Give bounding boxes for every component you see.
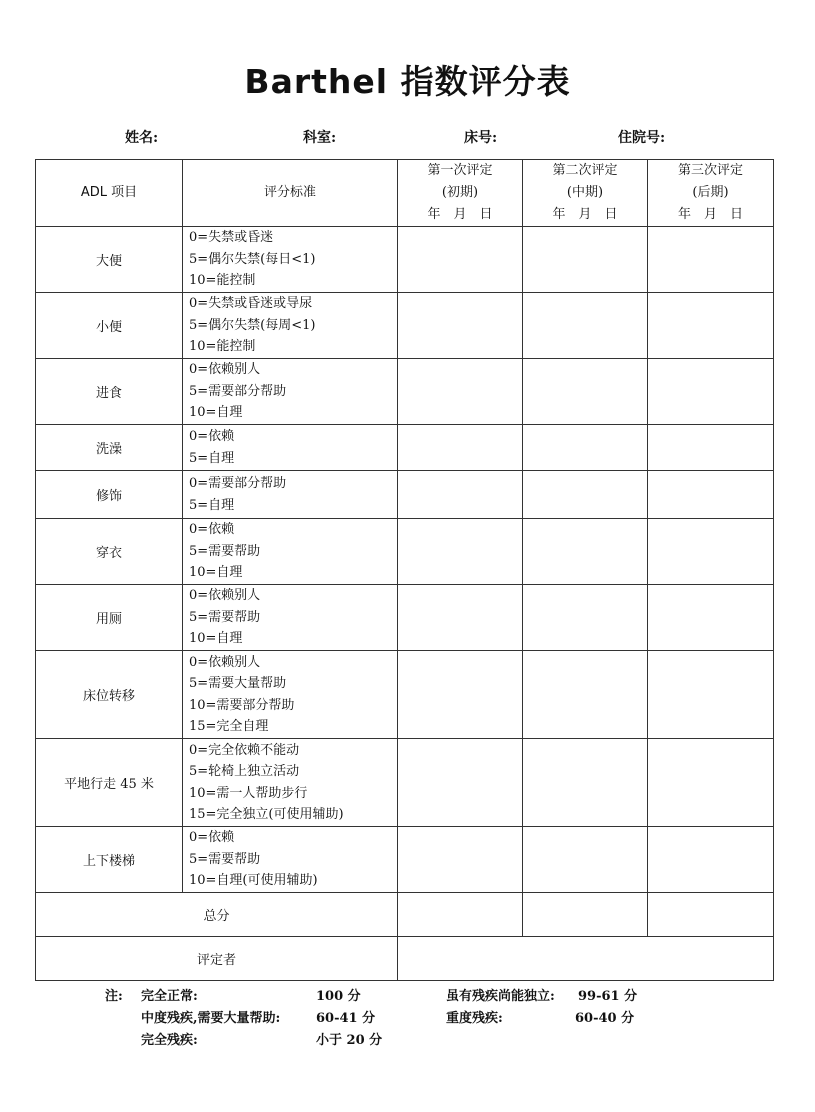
note-value: 60-41 分 [316,1011,376,1026]
score-cell-3[interactable] [648,519,774,585]
assessor-row [36,937,774,981]
table-row-bed-transfer [36,651,774,739]
adl-header: ADL 项目 [36,160,183,227]
criteria-line: 0=依赖 [189,522,235,538]
assessment-3-title: 第三次评定 [677,163,743,178]
criteria-line: 5=需要部分帮助 [189,383,287,399]
table-row-grooming [36,471,774,519]
criteria-header: 评分标准 [183,160,398,227]
criteria-line: 0=依赖别人 [189,654,261,670]
score-cell-3[interactable] [648,651,774,739]
criteria-line: 5=需要帮助 [189,543,261,559]
bed-number-label: 床号: [464,130,498,146]
score-cell-1[interactable] [398,471,523,519]
score-cell-2[interactable] [523,359,648,425]
assessment-1-date: 年 月 日 [427,207,493,222]
admission-number-label: 住院号: [618,130,666,146]
score-cell-1[interactable] [398,519,523,585]
score-cell-3[interactable] [648,471,774,519]
assessor-label: 评定者 [36,937,398,981]
score-cell-3[interactable] [648,739,774,827]
criteria-line: 15=完全自理 [189,719,269,734]
note-value: 99-61 分 [578,989,638,1004]
table-row-bathing [36,425,774,471]
score-cell-1[interactable] [398,359,523,425]
table-row-walking [36,739,774,827]
score-cell-3[interactable] [648,227,774,293]
criteria-cell [183,827,398,893]
item-label: 小便 [36,293,183,359]
score-cell-1[interactable] [398,293,523,359]
score-cell-3[interactable] [648,425,774,471]
criteria-line: 5=偶尔失禁(每周<1) [189,317,316,333]
assessment-2-title: 第二次评定 [552,163,618,178]
notes-prefix: 注: [105,989,123,1004]
criteria-line: 10=自理 [189,565,243,581]
criteria-cell [183,471,398,519]
criteria-line: 10=需一人帮助步行 [189,785,308,801]
score-cell-2[interactable] [523,827,648,893]
note-value: 100 分 [316,989,361,1004]
table-row-stairs [36,827,774,893]
item-label: 修饰 [36,471,183,519]
criteria-line: 10=自理(可使用辅助) [189,873,318,889]
score-cell-1[interactable] [398,739,523,827]
criteria-line: 0=需要部分帮助 [189,476,287,491]
table-row-defecation [36,227,774,293]
name-label: 姓名: [125,130,159,146]
total-row [36,893,774,937]
score-cell-2[interactable] [523,425,648,471]
page-title: Barthel 指数评分表 [244,62,571,101]
total-cell-3[interactable] [648,893,774,937]
assessment-1-phase: (初期) [441,185,479,200]
score-cell-2[interactable] [523,519,648,585]
assessment-2-phase: (中期) [566,185,604,200]
criteria-line: 0=依赖别人 [189,362,261,378]
assessment-2-date: 年 月 日 [552,207,618,222]
note-label: 虽有残疾尚能独立: [446,989,555,1004]
item-label: 洗澡 [36,425,183,471]
criteria-cell [183,519,398,585]
criteria-line: 5=轮椅上独立活动 [189,764,300,779]
assessment-2-header [523,160,648,227]
criteria-line: 10=需要部分帮助 [189,697,295,713]
score-cell-2[interactable] [523,293,648,359]
item-label: 大便 [36,227,183,293]
criteria-line: 10=能控制 [189,339,256,355]
header-row [36,160,774,227]
criteria-line: 0=依赖 [189,830,235,846]
table-row-feeding [36,359,774,425]
score-cell-3[interactable] [648,585,774,651]
score-cell-2[interactable] [523,739,648,827]
score-cell-2[interactable] [523,651,648,739]
note-value: 小于 20 分 [316,1033,383,1048]
barthel-score-table [35,159,774,981]
criteria-line: 0=依赖别人 [189,588,261,604]
item-label: 平地行走 45 米 [36,739,183,827]
criteria-line: 10=自理 [189,405,243,421]
criteria-cell [183,359,398,425]
score-cell-1[interactable] [398,227,523,293]
criteria-line: 0=失禁或昏迷 [189,230,274,246]
score-cell-1[interactable] [398,425,523,471]
score-cell-3[interactable] [648,293,774,359]
note-label: 完全残疾: [141,1033,198,1048]
item-label: 床位转移 [36,651,183,739]
criteria-line: 5=自理 [189,450,235,466]
criteria-line: 5=偶尔失禁(每日<1) [189,251,316,267]
criteria-cell [183,227,398,293]
criteria-line: 5=自理 [189,497,235,513]
item-label: 上下楼梯 [36,827,183,893]
score-cell-2[interactable] [523,227,648,293]
item-label: 用厕 [36,585,183,651]
score-cell-1[interactable] [398,651,523,739]
score-cell-2[interactable] [523,585,648,651]
table-row-dressing [36,519,774,585]
item-label: 穿衣 [36,519,183,585]
note-label: 中度残疾,需要大量帮助: [141,1011,281,1026]
item-label: 进食 [36,359,183,425]
criteria-cell [183,293,398,359]
criteria-line: 5=需要帮助 [189,609,261,625]
score-cell-3[interactable] [648,359,774,425]
assessment-3-header [648,160,774,227]
assessment-3-phase: (后期) [692,185,729,200]
score-cell-2[interactable] [523,471,648,519]
criteria-line: 5=需要帮助 [189,851,261,867]
assessment-1-header [398,160,523,227]
total-label: 总分 [36,893,398,937]
criteria-line: 5=需要大量帮助 [189,676,287,691]
criteria-cell [183,585,398,651]
total-cell-1[interactable] [398,893,523,937]
criteria-line: 10=能控制 [189,273,256,289]
criteria-line: 10=自理 [189,631,243,647]
criteria-cell [183,651,398,739]
table-row-urination [36,293,774,359]
note-label: 完全正常: [141,989,198,1004]
department-label: 科室: [303,130,337,146]
criteria-cell [183,425,398,471]
assessor-cell[interactable] [398,937,774,981]
score-cell-3[interactable] [648,827,774,893]
score-cell-1[interactable] [398,827,523,893]
criteria-line: 0=依赖 [189,429,235,444]
criteria-cell [183,739,398,827]
assessment-3-date: 年 月 日 [677,207,743,222]
note-value: 60-40 分 [575,1011,635,1026]
criteria-line: 0=完全依赖不能动 [189,742,300,758]
total-cell-2[interactable] [523,893,648,937]
criteria-line: 0=失禁或昏迷或导尿 [189,296,313,312]
table-row-toileting [36,585,774,651]
note-label: 重度残疾: [446,1011,503,1026]
criteria-line: 15=完全独立(可使用辅助) [189,807,344,822]
assessment-1-title: 第一次评定 [427,163,493,178]
score-cell-1[interactable] [398,585,523,651]
